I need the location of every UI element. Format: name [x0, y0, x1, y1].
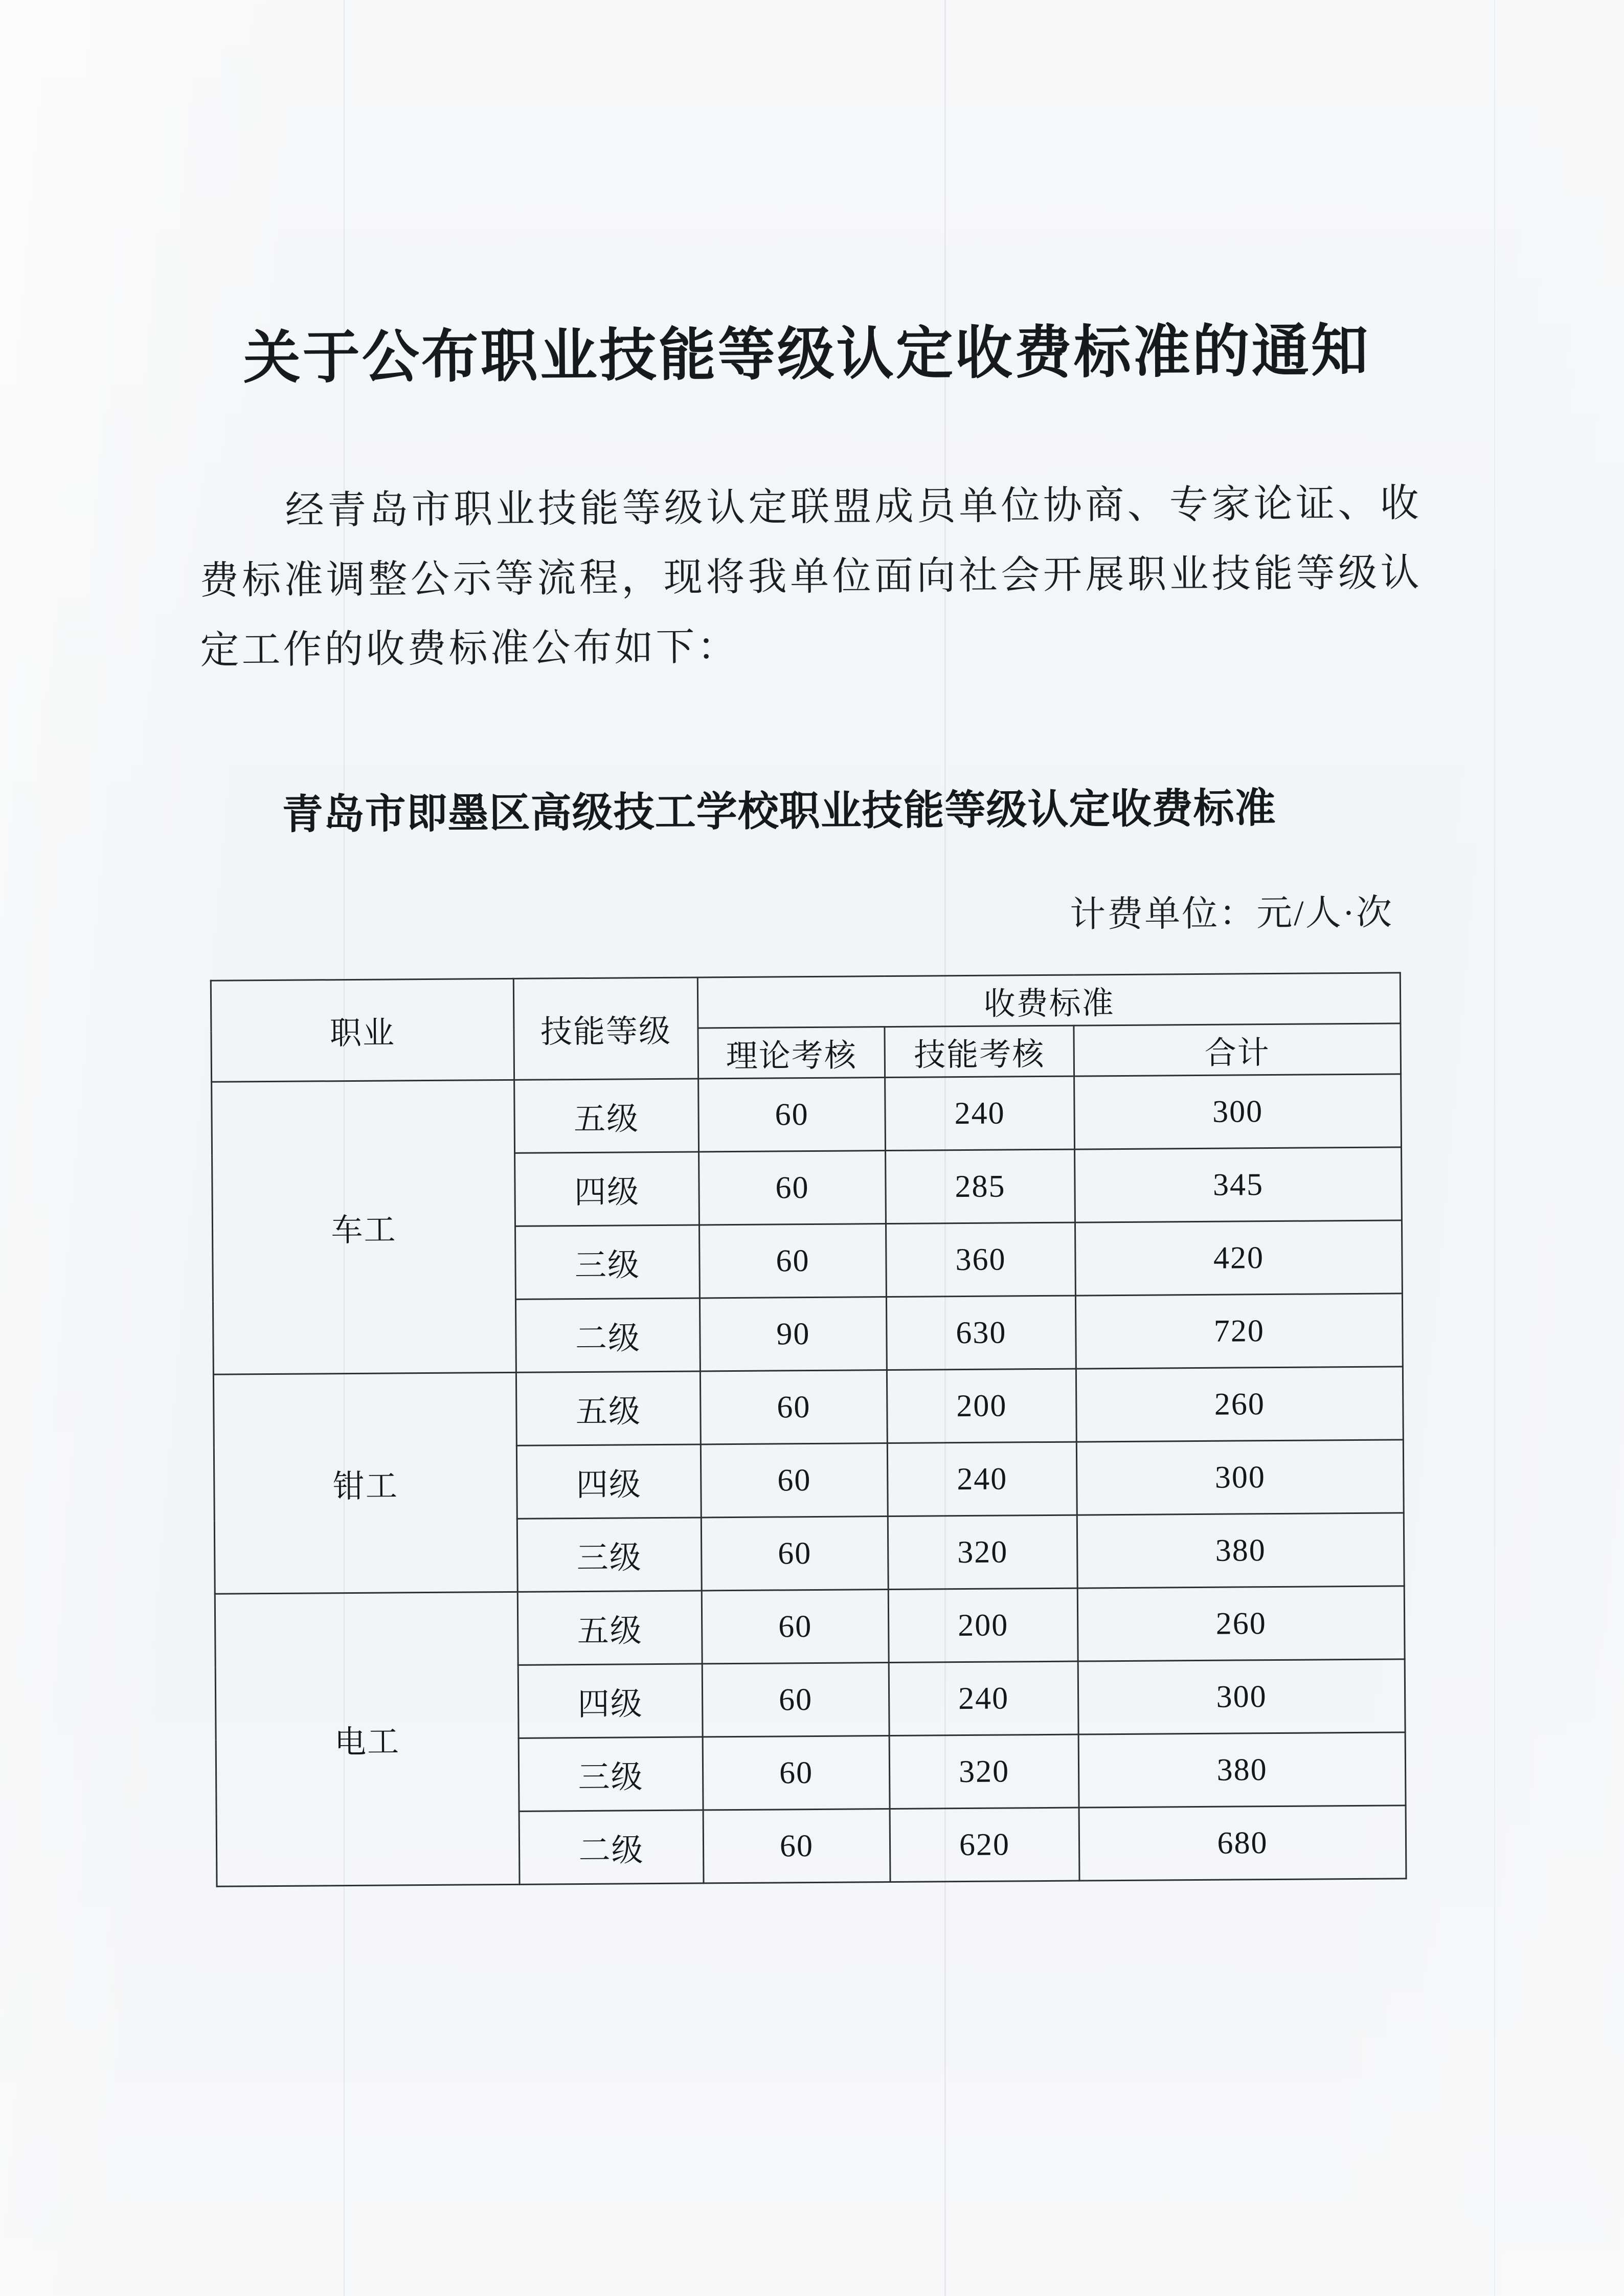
cell-theory-fee: 60 — [703, 1736, 890, 1810]
cell-occupation: 电工 — [215, 1592, 520, 1886]
cell-theory-fee: 60 — [701, 1443, 888, 1518]
fee-table-container — [210, 972, 1406, 1887]
cell-occupation: 车工 — [212, 1080, 516, 1374]
cell-theory-fee: 60 — [701, 1517, 888, 1591]
cell-skill-fee: 320 — [888, 1515, 1077, 1589]
cell-skill-fee: 360 — [886, 1222, 1075, 1297]
fee-standard-table — [210, 972, 1407, 1887]
cell-total-fee: 720 — [1075, 1294, 1403, 1369]
page-title: 关于公布职业技能等级认定收费标准的通知 — [243, 317, 1371, 392]
cell-total-fee: 380 — [1078, 1732, 1406, 1808]
cell-skill-level: 三级 — [517, 1518, 702, 1592]
body-paragraph: 经青岛市职业技能等级认定联盟成员单位协商、专家论证、收费标准调整公示等流程，现将我单位面向社会开展职业技能等级认定工作的收费标准公布如下： — [199, 482, 1422, 672]
cell-theory-fee: 60 — [703, 1809, 890, 1883]
cell-theory-fee: 60 — [699, 1151, 886, 1225]
cell-total-fee: 260 — [1077, 1586, 1405, 1661]
cell-skill-fee: 200 — [887, 1369, 1076, 1443]
table-body — [212, 1074, 1406, 1886]
cell-total-fee: 300 — [1074, 1074, 1402, 1149]
cell-total-fee: 260 — [1076, 1367, 1403, 1442]
cell-skill-fee: 240 — [889, 1661, 1078, 1735]
cell-theory-fee: 60 — [702, 1590, 889, 1664]
column-header-theory-exam: 理论考核 — [698, 1027, 885, 1079]
cell-skill-fee: 240 — [887, 1442, 1077, 1516]
table-header — [211, 973, 1401, 1082]
cell-theory-fee: 60 — [699, 1224, 886, 1298]
column-header-occupation: 职业 — [211, 978, 514, 1082]
cell-skill-fee: 200 — [888, 1588, 1078, 1662]
cell-skill-level: 三级 — [515, 1225, 700, 1299]
table-heading: 青岛市即墨区高级技工学校职业技能等级认定收费标准 — [282, 784, 1276, 839]
cell-skill-fee: 240 — [885, 1076, 1075, 1150]
column-header-total: 合计 — [1074, 1023, 1401, 1076]
column-header-fee-standard: 收费标准 — [697, 973, 1401, 1028]
cell-skill-fee: 285 — [886, 1149, 1075, 1223]
cell-total-fee: 300 — [1078, 1659, 1405, 1734]
cell-skill-level: 三级 — [518, 1737, 703, 1811]
cell-total-fee: 345 — [1075, 1147, 1402, 1222]
cell-total-fee: 420 — [1075, 1220, 1402, 1296]
cell-theory-fee: 90 — [700, 1297, 887, 1371]
cell-skill-fee: 630 — [886, 1296, 1076, 1370]
cell-theory-fee: 60 — [698, 1078, 886, 1152]
column-header-skill-level: 技能等级 — [513, 977, 698, 1080]
table-header-row-top — [211, 973, 1401, 1031]
cell-skill-fee: 620 — [890, 1808, 1079, 1882]
cell-skill-level: 四级 — [518, 1664, 703, 1738]
cell-skill-level: 四级 — [515, 1152, 700, 1226]
cell-total-fee: 380 — [1077, 1513, 1404, 1588]
table-row — [215, 1586, 1405, 1667]
cell-theory-fee: 60 — [700, 1370, 887, 1444]
table-row — [212, 1074, 1402, 1155]
cell-skill-level: 五级 — [517, 1591, 702, 1665]
cell-skill-level: 五级 — [516, 1371, 701, 1445]
billing-unit-note: 计费单位：元/人·次 — [1069, 893, 1394, 935]
cell-skill-level: 五级 — [514, 1079, 699, 1153]
cell-skill-level: 二级 — [519, 1810, 704, 1884]
cell-theory-fee: 60 — [702, 1663, 889, 1737]
cell-total-fee: 300 — [1076, 1440, 1404, 1515]
cell-skill-fee: 320 — [889, 1734, 1079, 1809]
cell-occupation: 钳工 — [213, 1372, 517, 1594]
column-header-skill-exam: 技能考核 — [885, 1026, 1074, 1077]
cell-total-fee: 680 — [1079, 1805, 1406, 1881]
table-row — [213, 1367, 1403, 1447]
cell-skill-level: 四级 — [516, 1444, 701, 1519]
cell-skill-level: 二级 — [515, 1298, 700, 1372]
